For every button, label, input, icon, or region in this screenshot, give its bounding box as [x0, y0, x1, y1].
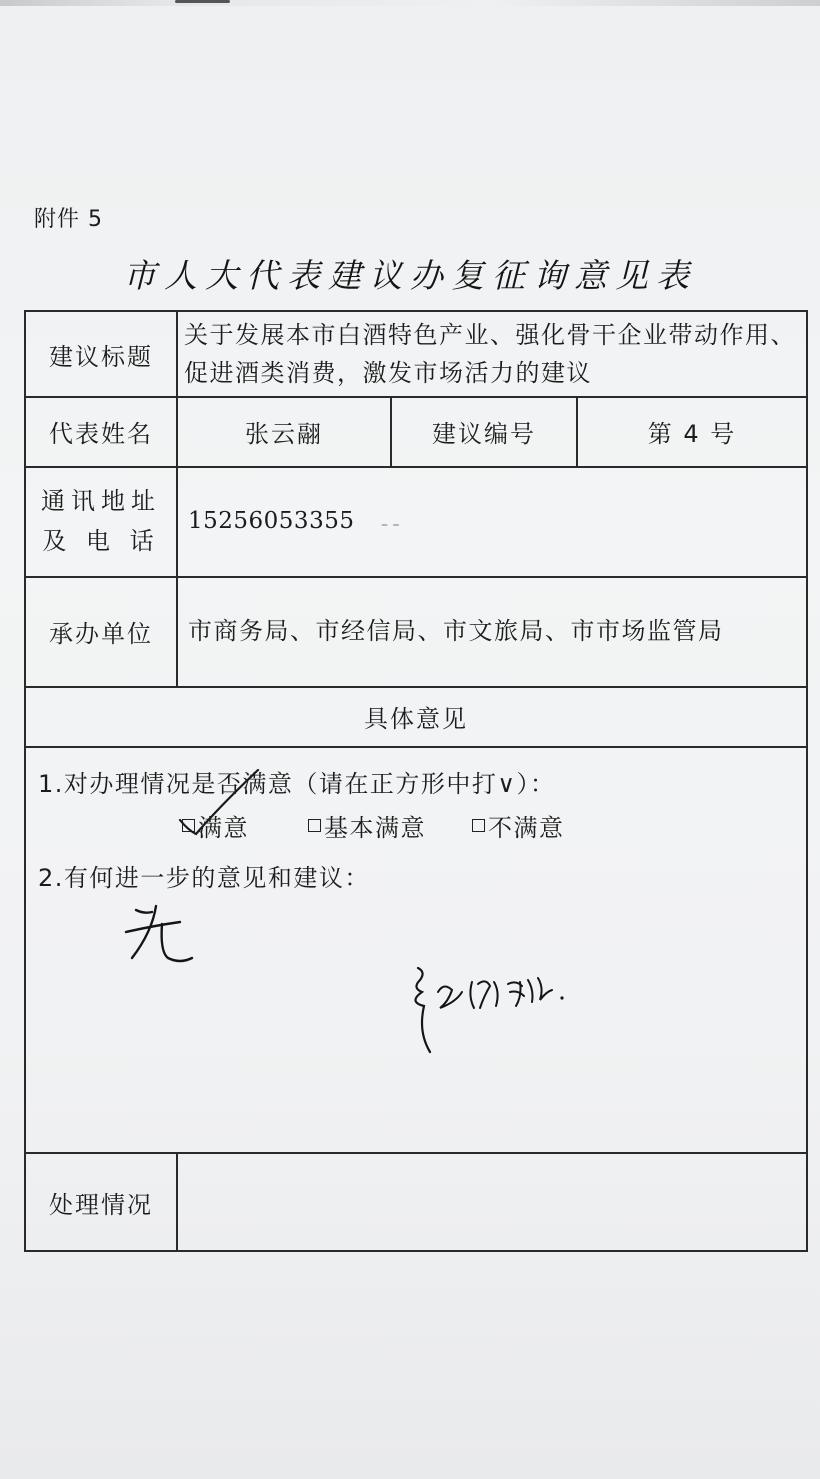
processing-label: 处理情况: [49, 1190, 153, 1219]
pen-mark: – –: [381, 517, 400, 533]
checkbox-basically-satisfied[interactable]: [308, 819, 321, 832]
suggestion-title-value: 关于发展本市白酒特色产业、强化骨干企业带动作用、促进酒类消费，激发市场活力的建议: [184, 321, 796, 387]
opinion-section-label: 具体意见: [364, 704, 468, 733]
clip-mark: [175, 0, 230, 3]
processing-value[interactable]: [188, 1154, 788, 1250]
checkbox-not-satisfied[interactable]: [472, 819, 485, 832]
option-satisfied-label: 满意: [198, 814, 249, 842]
contact-value: 15256053355: [188, 508, 355, 534]
contact-label-line1: 通讯地址: [41, 487, 161, 515]
handling-unit-label: 承办单位: [49, 619, 153, 648]
opinion-form: [24, 310, 808, 1252]
option-basically-satisfied-label: 基本满意: [324, 814, 426, 842]
contact-label-line2: 及 电 话: [42, 527, 160, 555]
handwritten-answer: [122, 902, 202, 972]
suggestion-no-value: 第 4 号: [647, 419, 737, 448]
question-1: 1.对办理情况是否满意（请在正方形中打∨）：: [38, 770, 556, 798]
option-not-satisfied-label: 不满意: [488, 814, 565, 842]
contact-label: [26, 466, 176, 576]
suggestion-no-label: 建议编号: [432, 419, 536, 448]
handling-unit-value: 市商务局、市经信局、市文旅局、市市场监管局: [188, 617, 724, 645]
column-divider: [176, 312, 178, 686]
rep-name-value: 张云翮: [245, 419, 323, 448]
attachment-label: 附件 5: [34, 207, 103, 232]
suggestion-title-label: 建议标题: [49, 342, 153, 371]
rep-name-label: 代表姓名: [49, 419, 153, 448]
document-title: 市人大代表建议办复征询意见表: [123, 256, 697, 295]
handwritten-signature: [404, 962, 584, 1062]
option-not-satisfied[interactable]: [472, 808, 565, 843]
check-mark-icon: [174, 760, 264, 840]
row-divider: [26, 746, 806, 748]
question-2: 2.有何进一步的意见和建议：: [38, 864, 370, 892]
column-divider: [176, 1152, 178, 1252]
paper-edge: [0, 0, 820, 6]
option-basically-satisfied[interactable]: [308, 808, 426, 843]
